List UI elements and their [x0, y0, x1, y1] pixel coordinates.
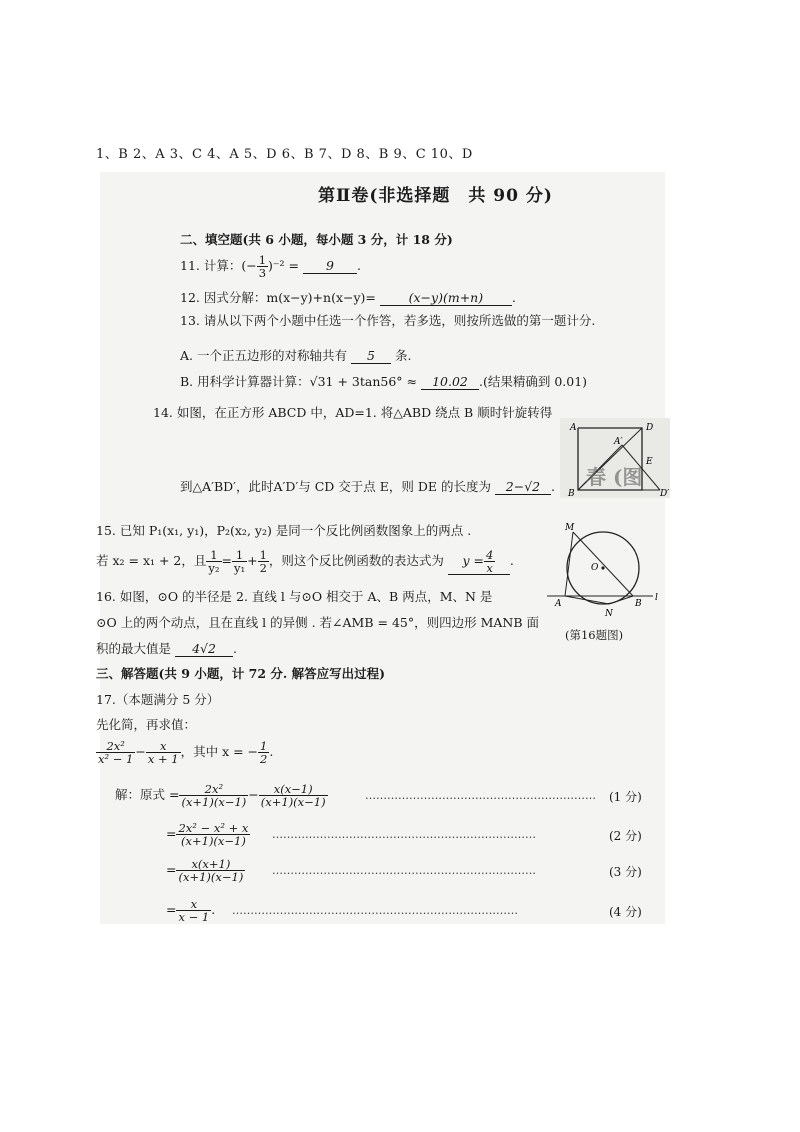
- label-b: B: [568, 489, 575, 498]
- q17-step3-frac: $\frac{x(x+1)}{(x+1)(x-1)}$: [178, 857, 244, 885]
- q13b-answer: 10.02: [421, 374, 479, 390]
- q16-figure-caption: (第16题图): [565, 628, 624, 642]
- question-16-line2: ⊙O 上的两个动点，且在直线 l 的异侧 . 若∠AMB = 45°，则四边形 MANB 面: [96, 615, 540, 630]
- label-m: M: [565, 523, 575, 533]
- answer-key: 1、B 2、A 3、C 4、A 5、D 6、B 7、D 8、B 9、C 10、D: [96, 147, 473, 162]
- q17-expr-frac1: $\frac{\text{2x²}}{\text{x² − 1}}$: [98, 739, 134, 767]
- label-l: l: [655, 593, 658, 603]
- q11-suffix: )⁻² =: [268, 258, 299, 274]
- q14-line2-text: 到△A′BD′，此时A′D′与 CD 交于点 E，则 DE 的长度为: [180, 479, 491, 494]
- q17-mark-2: (2 分): [609, 829, 642, 843]
- label-a-prime: A′: [614, 437, 623, 447]
- q17-expr-frac2: $\frac{x}{x + 1}$: [147, 739, 179, 767]
- q17-leader-2: ………………………………………………………………: [272, 828, 536, 841]
- q16-answer: 4√2: [175, 641, 233, 657]
- q17-leader-3: ………………………………………………………………: [272, 864, 536, 877]
- q11-answer: 9: [303, 258, 357, 274]
- q14-figure: [560, 418, 670, 498]
- label-a: A: [570, 423, 577, 433]
- q13b-text: B. 用科学计算器计算：√31 + 3tan56° ≈: [180, 374, 418, 389]
- segment-an: [565, 596, 609, 604]
- q15-eq: =: [221, 553, 232, 569]
- q17-mark-1: (1 分): [609, 790, 642, 804]
- q13b-suffix: .(结果精确到 0.01): [479, 374, 588, 389]
- q17-expr-where: ，其中 x = −: [180, 744, 259, 760]
- q15-answer: y = $\frac{4}{x}$: [448, 549, 510, 575]
- question-16-line3: 积的最大值是 4√2 .: [96, 641, 237, 656]
- q17-step2-frac: $\frac{\text{2x² − x² + x}}{(x+1)(x-1)}$: [178, 821, 249, 849]
- q17-mark-3: (3 分): [609, 865, 642, 879]
- section3-heading: 三、解答题(共 9 小题，计 72 分. 解答应写出过程): [96, 666, 386, 681]
- section2-heading: 二、填空题(共 6 小题，每小题 3 分，计 18 分): [180, 232, 453, 247]
- q17-leader-4: ……………………………………………………………………: [232, 904, 518, 917]
- q16-line3-text: 积的最大值是: [96, 641, 172, 656]
- q17-step1-frac1: $\frac{\text{2x²}}{(x+1)(x-1)}$: [181, 782, 247, 810]
- q12-answer: (x−y)(m+n): [380, 290, 512, 306]
- center-o: [601, 566, 604, 569]
- q17-step-2: = $\frac{\text{2x² − x² + x}}{(x+1)(x-1)}$: [166, 821, 249, 849]
- q17-sol-label: 解：原式 =: [115, 787, 180, 803]
- question-15-line1: 15. 已知 P₁(x₁, y₁)，P₂(x₂, y₂) 是同一个反比例函数图象上的两点 .: [96, 523, 472, 538]
- q17-step4-frac: $\frac{x}{x - 1}$: [178, 897, 210, 925]
- segment-nb: [609, 596, 633, 604]
- question-12: 12. 因式分解：m(x−y)+n(x−y)= (x−y)(m+n) .: [180, 290, 516, 305]
- question-13b: [180, 372, 587, 390]
- q15-frac2: $\frac{1}{\text{y₁}}$: [233, 548, 246, 576]
- q12-text: 12. 因式分解：m(x−y)+n(x−y)=: [180, 290, 376, 305]
- q17-step-4: = $\frac{x}{x - 1}$ .: [166, 897, 216, 925]
- question-14-line1: 14. 如图，在正方形 ABCD 中，AD=1. 将△ABD 绕点 B 顺时针旋转得: [153, 405, 553, 420]
- label-d: D: [646, 423, 654, 433]
- q17-step-1: 解：原式 = $\frac{\text{2x²}}{(x+1)(x-1)}$ − $\frac{x(x-1)}{(x+1)(x-1)}$: [115, 782, 326, 810]
- question-13a: [180, 346, 411, 364]
- label-n: N: [605, 609, 613, 618]
- label-o: O: [591, 563, 599, 573]
- segment-mb: [573, 532, 633, 596]
- q15-line2-prefix: 若 x₂ = x₁ + 2，且: [96, 553, 207, 569]
- q17-step1-frac2: $\frac{x(x-1)}{(x+1)(x-1)}$: [260, 782, 326, 810]
- q17-instruction: 先化简，再求值：: [96, 717, 197, 732]
- watermark: 春 (图: [586, 465, 643, 489]
- label-a: A: [555, 599, 562, 609]
- question-15-line2: 若 x₂ = x₁ + 2，且 $\frac{1}{\text{y₂}}$ = $\frac{1}{\text{y₁}}$ + $\frac{1}{2}$ ，则这个反比例函数的表达式为 y = $\frac{4}{x}$ .: [96, 548, 514, 576]
- part2-title: 第Ⅱ卷(非选择题 共 90 分): [318, 186, 553, 206]
- q11-prefix: 11. 计算：(−: [180, 258, 257, 274]
- q14-answer: 2−√2: [495, 479, 551, 495]
- q17-heading: 17.（本题满分 5 分）: [96, 692, 220, 707]
- q17-mark-4: (4 分): [609, 905, 642, 919]
- q13a-answer: 5: [351, 348, 391, 364]
- question-14-line2: 到△A′BD′，此时A′D′与 CD 交于点 E，则 DE 的长度为 2−√2 .: [180, 479, 555, 494]
- label-e: E: [646, 457, 653, 467]
- q16-figure: [543, 518, 663, 618]
- label-b: B: [635, 599, 642, 609]
- q13a-suffix: 条.: [394, 348, 412, 363]
- question-13: 13. 请从以下两个小题中任选一个作答，若多选，则按所选做的第一题计分.: [180, 313, 596, 328]
- question-11: 11. 计算：(− $\frac{1}{3}$ )⁻² = 9 .: [180, 253, 361, 281]
- question-16-line1: 16. 如图，⊙O 的半径是 2. 直线 l 与⊙O 相交于 A、B 两点，M、N 是: [96, 589, 493, 604]
- q15-plus: +: [247, 553, 258, 569]
- q17-expr-value: $\frac{1}{2}$: [260, 739, 268, 767]
- q13a-text: A. 一个正五边形的对称轴共有: [180, 348, 347, 363]
- q11-fraction: $\frac{1}{3}$: [258, 253, 267, 281]
- label-d-prime: D′: [660, 489, 670, 498]
- q15-frac3: $\frac{1}{2}$: [259, 548, 267, 576]
- q15-frac1: $\frac{1}{\text{y₂}}$: [208, 548, 220, 576]
- q15-line2-suffix: ，则这个反比例函数的表达式为: [268, 553, 444, 569]
- q17-leader-1: ………………………………………………………: [365, 789, 596, 802]
- q17-step-3: = $\frac{x(x+1)}{(x+1)(x-1)}$: [166, 857, 244, 885]
- q17-expression: $\frac{\text{2x²}}{\text{x² − 1}}$ − $\frac{x}{x + 1}$ ，其中 x = − $\frac{1}{2}$ .: [98, 739, 274, 767]
